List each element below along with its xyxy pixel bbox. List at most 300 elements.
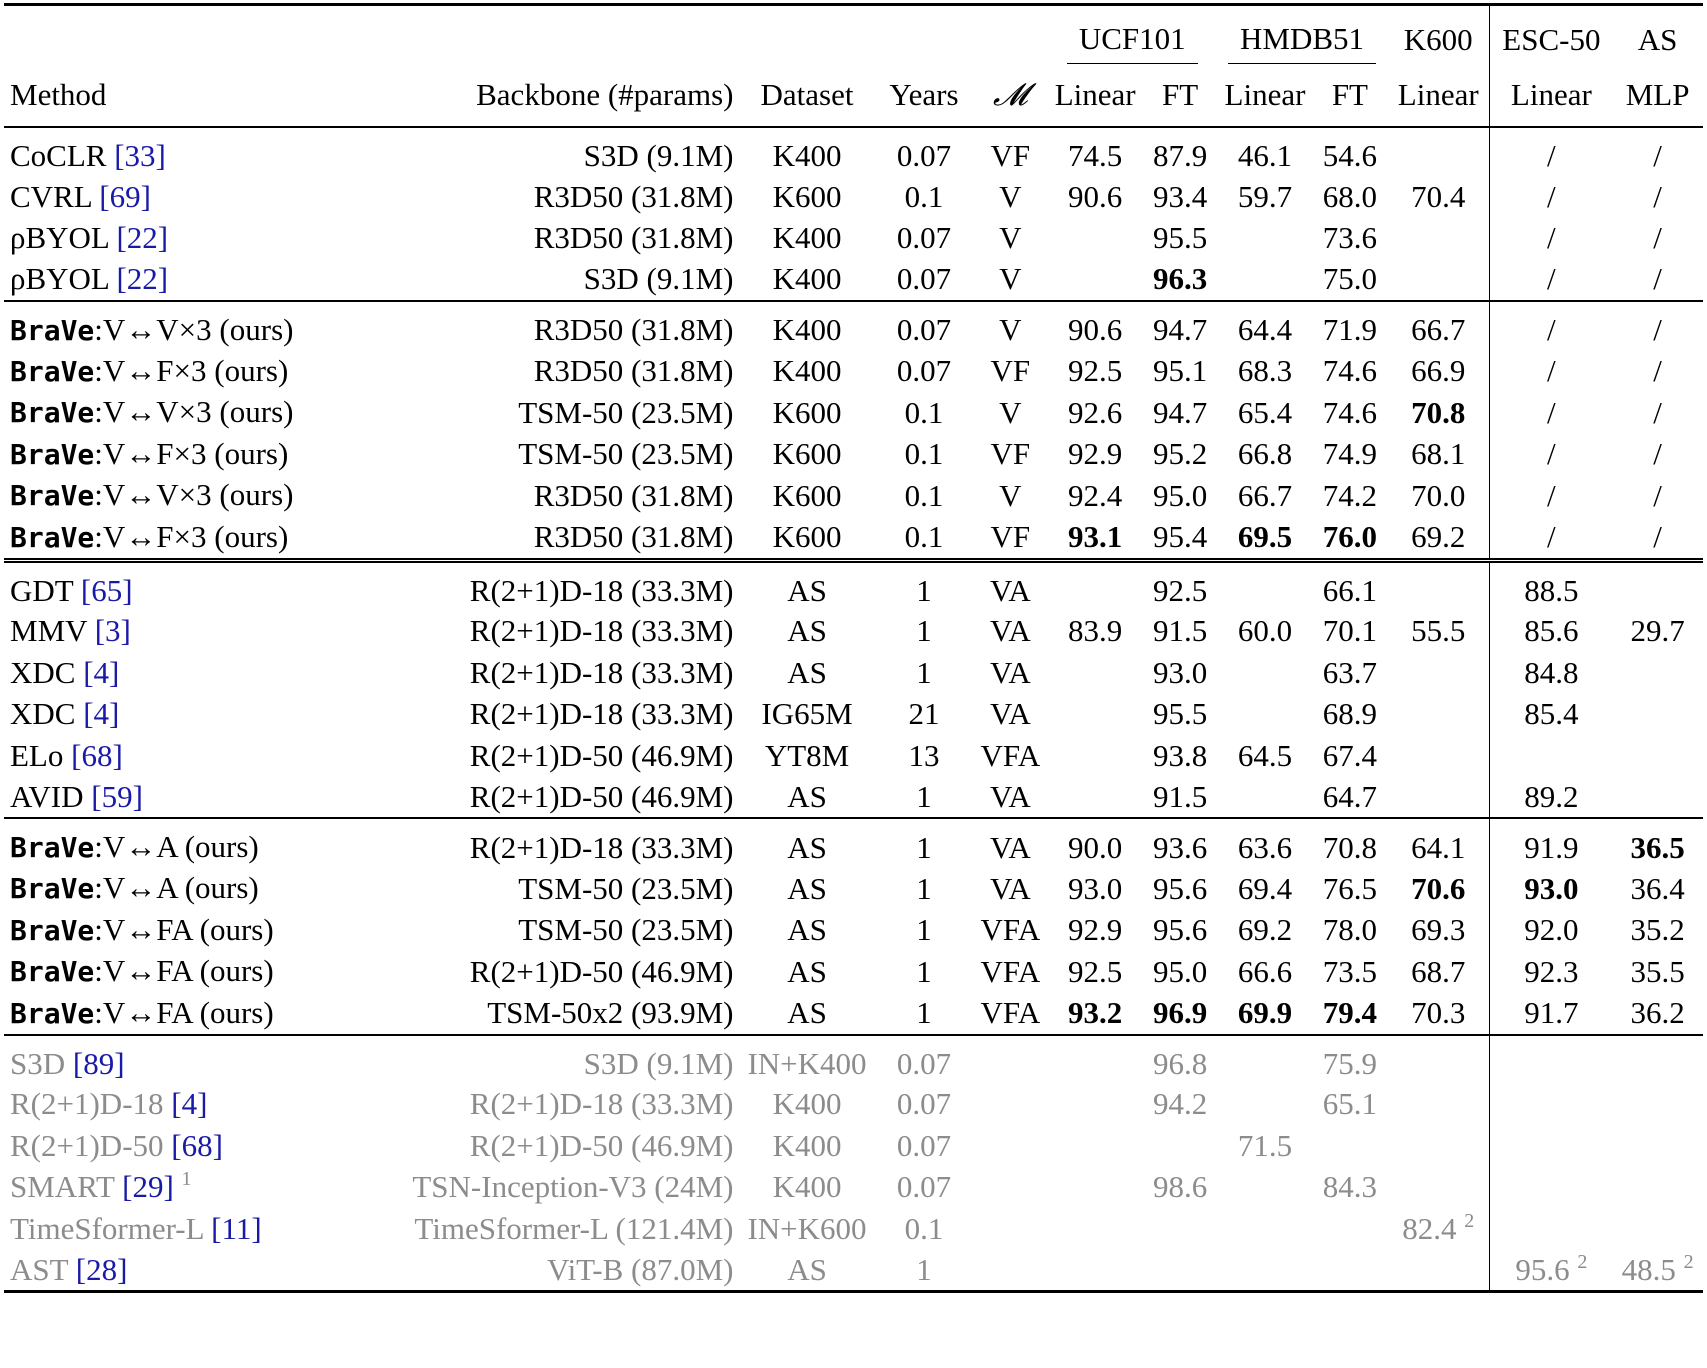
cell-method [4, 1250, 356, 1292]
cell-hmdb-ft [1313, 392, 1387, 434]
cell-modality: VA [989, 870, 1031, 906]
cell-backbone: R3D50 (31.8M) [533, 220, 734, 256]
method-name: AVID [10, 778, 92, 814]
cell-value: / [1653, 519, 1662, 554]
cell-method [4, 475, 356, 517]
cell-method [4, 392, 356, 434]
citation-link[interactable]: [3] [94, 613, 131, 649]
cell-dataset: AS [787, 953, 827, 989]
cell-ucf-ft [1143, 1125, 1217, 1167]
citation-link[interactable]: [28] [75, 1251, 128, 1287]
cell-backbone: R3D50 (31.8M) [533, 312, 734, 347]
cell-dataset: K400 [772, 312, 842, 347]
method-brave-label: BraVe [10, 996, 95, 1030]
cell-ucf-linear [1047, 1167, 1143, 1209]
cell-esc-linear [1490, 868, 1612, 910]
col-as-mlp: MLP [1612, 64, 1703, 127]
method-name: MMV [10, 613, 95, 649]
table-row [4, 735, 1703, 777]
cell-as-mlp [1612, 611, 1703, 653]
cell-ucf-linear [1047, 777, 1143, 819]
cell-years: 1 [916, 912, 932, 948]
cell-value: 89.2 [1524, 778, 1579, 814]
cell-modality: VF [990, 436, 1031, 472]
cell-ucf-ft [1143, 1208, 1217, 1250]
cell-modality: VA [989, 572, 1031, 608]
cell-value: 85.4 [1524, 696, 1579, 732]
cell-value: 79.4 [1322, 995, 1378, 1030]
cell-as-mlp [1612, 1084, 1703, 1126]
cell-as-mlp [1612, 1035, 1703, 1084]
method-name: R(2+1)D-18 [10, 1086, 172, 1122]
method-brave-label: BraVe [10, 520, 95, 554]
citation-link[interactable]: [4] [83, 654, 120, 690]
cell-dataset: AS [787, 870, 827, 906]
group-as: AS [1637, 22, 1678, 57]
cell-k600-linear [1387, 1035, 1490, 1084]
cell-backbone: TimeSformer-L (121.4M) [414, 1210, 734, 1246]
cell-method [4, 868, 356, 910]
cell-years: 0.1 [904, 178, 944, 214]
cell-modality: VFA [980, 912, 1041, 948]
table-row [4, 777, 1703, 819]
cell-ucf-linear [1047, 910, 1143, 952]
table-row [4, 560, 1703, 611]
cell-modality: V [999, 178, 1022, 214]
cell-backbone: TSN-Inception-V3 (24M) [412, 1169, 734, 1205]
cell-value: 92.0 [1524, 912, 1579, 948]
group-hmdb51: HMDB51 [1228, 23, 1376, 64]
citation-link[interactable]: [68] [171, 1127, 223, 1163]
cell-value: 85.6 [1524, 613, 1579, 649]
method-name: ρBYOL [10, 220, 117, 256]
cell-years: 0.07 [896, 220, 952, 256]
cell-dataset: K400 [772, 1086, 842, 1122]
cell-value: 69.4 [1237, 870, 1293, 906]
cell-value: / [1547, 353, 1556, 389]
cell-value: / [1547, 220, 1556, 256]
cell-value: 29.7 [1630, 613, 1685, 649]
cell-k600-linear [1387, 777, 1490, 819]
cell-backbone: TSM-50 (23.5M) [518, 394, 734, 430]
method-name: :V↔F×3 (ours) [94, 435, 289, 471]
cell-ucf-linear [1047, 1250, 1143, 1292]
cell-k600-linear [1387, 818, 1490, 868]
cell-method [4, 611, 356, 653]
cell-years: 1 [916, 953, 932, 989]
col-modality: 𝓜 [973, 64, 1047, 127]
cell-value: 68.7 [1411, 953, 1466, 989]
cell-ucf-ft [1143, 560, 1217, 611]
cell-backbone: R(2+1)D-18 (33.3M) [469, 1086, 734, 1122]
method-name: R(2+1)D-50 [10, 1127, 172, 1163]
cell-k600-linear [1387, 1250, 1490, 1292]
cell-value: 69.2 [1411, 519, 1466, 554]
table-row [4, 868, 1703, 910]
cell-method [4, 351, 356, 393]
col-dataset: Dataset [740, 64, 875, 127]
table-row [4, 818, 1703, 868]
group-ucf101: UCF101 [1067, 23, 1198, 64]
cell-ucf-linear [1047, 951, 1143, 993]
table-row [4, 1208, 1703, 1250]
cell-as-mlp [1612, 868, 1703, 910]
cell-value: / [1653, 353, 1662, 389]
cell-k600-linear [1387, 1167, 1490, 1209]
cell-modality: VA [989, 829, 1031, 865]
cell-esc-linear [1490, 434, 1612, 476]
cell-hmdb-ft [1313, 777, 1387, 819]
col-ucf-ft: FT [1143, 64, 1217, 127]
citation-link[interactable]: [4] [171, 1086, 208, 1122]
method-name: :V↔V×3 (ours) [94, 477, 294, 513]
cell-ucf-linear [1047, 475, 1143, 517]
col-k600-linear: Linear [1387, 64, 1490, 127]
cell-hmdb-ft [1313, 910, 1387, 952]
cell-value: 92.3 [1524, 953, 1579, 989]
cell-hmdb-linear [1217, 694, 1313, 736]
cell-value: 66.6 [1237, 953, 1293, 989]
cell-value: 65.4 [1237, 394, 1293, 430]
cell-value: 83.9 [1068, 613, 1123, 649]
cell-value: 64.5 [1237, 737, 1293, 773]
cell-value: 93.2 [1068, 995, 1123, 1030]
cell-value: 95.5 [1152, 696, 1208, 732]
cell-value: 73.6 [1322, 220, 1378, 256]
cell-dataset: K600 [772, 178, 842, 214]
cell-hmdb-ft [1313, 694, 1387, 736]
cell-method [4, 517, 356, 561]
cell-value: 60.0 [1237, 613, 1293, 649]
cell-hmdb-ft [1313, 1208, 1387, 1250]
method-name: GDT [10, 572, 81, 608]
cell-value: 92.5 [1068, 953, 1123, 989]
table-row [4, 1035, 1703, 1084]
cell-value: 66.9 [1411, 353, 1466, 389]
cell-backbone: R(2+1)D-18 (33.3M) [469, 829, 734, 865]
cell-hmdb-ft [1313, 434, 1387, 476]
citation-link[interactable]: [11] [211, 1210, 262, 1246]
cell-years: 0.07 [896, 261, 952, 297]
cell-hmdb-ft [1313, 1250, 1387, 1292]
cell-value: 74.9 [1322, 436, 1378, 472]
cell-method [4, 993, 356, 1035]
citation-link[interactable]: [22] [116, 261, 169, 297]
cell-hmdb-ft [1313, 652, 1387, 694]
cell-modality: VF [990, 138, 1031, 173]
method-name: :V↔V×3 (ours) [94, 394, 294, 430]
cell-backbone: ViT-B (87.0M) [547, 1251, 734, 1287]
cell-value: 95.6 [1152, 912, 1208, 948]
cell-hmdb-ft [1313, 1084, 1387, 1126]
cell-modality: VF [990, 519, 1031, 554]
method-brave-label: BraVe [10, 396, 95, 430]
citation-link[interactable]: [59] [91, 778, 143, 814]
cell-method [4, 218, 356, 260]
cell-years: 0.1 [904, 394, 944, 430]
cell-hmdb-linear [1217, 1167, 1313, 1209]
cell-value: 93.0 [1524, 870, 1579, 906]
cell-value: / [1653, 312, 1662, 347]
cell-value: 94.7 [1152, 394, 1208, 430]
cell-ucf-linear [1047, 1035, 1143, 1084]
method-brave-label: BraVe [10, 437, 95, 471]
cell-esc-linear [1490, 176, 1612, 218]
cell-backbone: R3D50 (31.8M) [533, 353, 734, 389]
table-row [4, 1167, 1703, 1209]
citation-link[interactable]: [4] [83, 696, 120, 732]
method-name: S3D [10, 1045, 73, 1081]
cell-hmdb-ft [1313, 517, 1387, 561]
cell-backbone: R3D50 (31.8M) [533, 519, 734, 554]
table-row [4, 259, 1703, 301]
cell-value: 91.5 [1152, 613, 1208, 649]
cell-value: 70.3 [1411, 995, 1466, 1030]
cell-hmdb-ft [1313, 127, 1387, 176]
cell-modality: V [999, 220, 1022, 256]
cell-esc-linear [1490, 301, 1612, 351]
cell-years: 0.07 [896, 138, 952, 173]
cell-modality: V [999, 312, 1022, 347]
header-column-row [4, 64, 1703, 127]
citation-link[interactable]: [69] [99, 178, 151, 214]
cell-value: / [1653, 220, 1662, 256]
cell-modality: V [999, 261, 1022, 297]
cell-hmdb-linear [1217, 652, 1313, 694]
cell-hmdb-ft [1313, 993, 1387, 1035]
cell-ucf-linear [1047, 392, 1143, 434]
cell-value: 66.7 [1411, 312, 1466, 347]
cell-value: 70.8 [1322, 829, 1378, 865]
cell-value: 69.2 [1237, 912, 1293, 948]
cell-value: 95.1 [1152, 353, 1208, 389]
cell-value: 90.6 [1068, 312, 1123, 347]
cell-hmdb-ft [1313, 176, 1387, 218]
citation-link[interactable]: [89] [72, 1045, 125, 1081]
cell-esc-linear [1490, 1125, 1612, 1167]
cell-value: / [1547, 477, 1556, 513]
cell-hmdb-ft [1313, 351, 1387, 393]
cell-k600-linear [1387, 560, 1490, 611]
cell-hmdb-ft [1313, 735, 1387, 777]
cell-esc-linear [1490, 1035, 1612, 1084]
cell-method [4, 694, 356, 736]
cell-as-mlp [1612, 127, 1703, 176]
cell-hmdb-linear [1217, 1250, 1313, 1292]
col-ucf-linear: Linear [1047, 64, 1143, 127]
cell-years: 1 [916, 1251, 932, 1287]
cell-backbone: R(2+1)D-50 (46.9M) [469, 778, 734, 814]
cell-backbone: TSM-50 (23.5M) [518, 912, 734, 948]
cell-value: / [1547, 138, 1556, 173]
cell-hmdb-linear [1217, 951, 1313, 993]
footnote-marker: 2 [1577, 1250, 1588, 1273]
cell-as-mlp [1612, 1250, 1703, 1292]
cell-ucf-linear [1047, 735, 1143, 777]
cell-modality [973, 1208, 1047, 1250]
cell-as-mlp [1612, 951, 1703, 993]
cell-value: 68.1 [1411, 436, 1466, 472]
method-brave-label: BraVe [10, 313, 95, 347]
cell-value: 74.5 [1068, 138, 1123, 173]
footnote-marker: 2 [1464, 1209, 1475, 1232]
cell-years: 0.07 [896, 353, 952, 389]
cell-value: 55.5 [1411, 613, 1466, 649]
cell-dataset: AS [787, 829, 827, 865]
cell-value: 84.8 [1524, 654, 1579, 690]
cell-value: 94.7 [1152, 312, 1208, 347]
cell-method [4, 910, 356, 952]
cell-esc-linear [1490, 392, 1612, 434]
method-name: :V↔FA (ours) [94, 953, 274, 989]
cell-esc-linear [1490, 777, 1612, 819]
cell-value: 59.7 [1237, 178, 1293, 214]
footnote-marker: 2 [1683, 1250, 1694, 1273]
cell-hmdb-linear [1217, 392, 1313, 434]
cell-hmdb-linear [1217, 1084, 1313, 1126]
col-hmdb-linear: Linear [1217, 64, 1313, 127]
cell-dataset: AS [787, 654, 827, 690]
cell-dataset: K600 [772, 394, 842, 430]
cell-ucf-linear [1047, 1125, 1143, 1167]
table-row [4, 176, 1703, 218]
cell-ucf-ft [1143, 1250, 1217, 1292]
cell-value: 87.9 [1152, 138, 1208, 173]
table-section [4, 1035, 1703, 1292]
cell-value: 71.5 [1237, 1127, 1293, 1163]
citation-link[interactable]: [29] [122, 1169, 174, 1205]
cell-modality: VFA [980, 953, 1041, 989]
cell-hmdb-linear [1217, 475, 1313, 517]
citation-link[interactable]: [22] [116, 220, 169, 256]
cell-ucf-ft [1143, 301, 1217, 351]
cell-value: 76.5 [1322, 870, 1378, 906]
cell-esc-linear [1490, 910, 1612, 952]
cell-dataset: YT8M [764, 737, 850, 773]
cell-modality: VA [989, 654, 1031, 690]
cell-value: 68.3 [1237, 353, 1293, 389]
cell-ucf-ft [1143, 517, 1217, 561]
table-section [4, 818, 1703, 1035]
cell-years: 0.07 [896, 312, 952, 347]
cell-value: 88.5 [1524, 572, 1579, 608]
cell-ucf-ft [1143, 127, 1217, 176]
cell-value: 95.0 [1152, 953, 1208, 989]
cell-modality: V [999, 477, 1022, 513]
cell-k600-linear [1387, 652, 1490, 694]
cell-hmdb-linear [1217, 517, 1313, 561]
cell-value: 92.9 [1068, 912, 1123, 948]
cell-k600-linear [1387, 951, 1490, 993]
cell-value: 93.0 [1068, 870, 1123, 906]
cell-value: 68.0 [1322, 178, 1378, 214]
table-row [4, 993, 1703, 1035]
cell-value: 73.5 [1322, 953, 1378, 989]
cell-k600-linear [1387, 694, 1490, 736]
cell-value: 95.6 [1152, 870, 1208, 906]
cell-ucf-linear [1047, 517, 1143, 561]
cell-value: 93.1 [1068, 519, 1123, 554]
cell-dataset: K400 [772, 261, 842, 297]
cell-k600-linear [1387, 434, 1490, 476]
cell-value: 93.0 [1152, 654, 1208, 690]
cell-value: 66.7 [1237, 477, 1293, 513]
cell-dataset: K400 [772, 1127, 842, 1163]
cell-esc-linear [1490, 1208, 1612, 1250]
method-brave-label: BraVe [10, 831, 95, 864]
method-name: XDC [10, 696, 84, 732]
cell-backbone: S3D (9.1M) [583, 261, 734, 297]
table-section [4, 301, 1703, 561]
cell-value: 76.0 [1322, 519, 1378, 554]
cell-value: 95.6 [1515, 1251, 1570, 1287]
cell-k600-linear [1387, 611, 1490, 653]
cell-as-mlp [1612, 818, 1703, 868]
cell-value: 91.9 [1524, 829, 1579, 865]
cell-modality [973, 1125, 1047, 1167]
cell-method [4, 1167, 356, 1209]
cell-hmdb-linear [1217, 818, 1313, 868]
cell-years: 0.07 [896, 1086, 952, 1122]
cell-hmdb-linear [1217, 560, 1313, 611]
cell-hmdb-linear [1217, 993, 1313, 1035]
cell-k600-linear [1387, 517, 1490, 561]
cell-as-mlp [1612, 560, 1703, 611]
cell-hmdb-ft [1313, 1035, 1387, 1084]
cell-value: 91.5 [1152, 778, 1208, 814]
cell-years: 1 [916, 778, 932, 814]
cell-hmdb-ft [1313, 1167, 1387, 1209]
cell-value: 90.0 [1068, 829, 1123, 865]
cell-value: 92.5 [1068, 353, 1123, 389]
cell-backbone: R(2+1)D-18 (33.3M) [469, 654, 734, 690]
table-row [4, 517, 1703, 561]
cell-value: 91.7 [1524, 995, 1579, 1030]
cell-ucf-ft [1143, 218, 1217, 260]
cell-k600-linear [1387, 301, 1490, 351]
table-row [4, 694, 1703, 736]
cell-value: 96.8 [1152, 1045, 1208, 1081]
cell-esc-linear [1490, 735, 1612, 777]
cell-modality: VA [989, 778, 1031, 814]
cell-value: 36.2 [1630, 995, 1685, 1030]
cell-value: 92.4 [1068, 477, 1123, 513]
cell-esc-linear [1490, 1250, 1612, 1292]
cell-ucf-linear [1047, 1084, 1143, 1126]
cell-value: / [1547, 312, 1556, 347]
citation-link[interactable]: [65] [80, 572, 133, 608]
cell-dataset: K600 [772, 519, 842, 554]
cell-value: 35.5 [1630, 953, 1685, 989]
cell-as-mlp [1612, 517, 1703, 561]
cell-k600-linear [1387, 218, 1490, 260]
cell-k600-linear [1387, 910, 1490, 952]
col-method: Method [4, 64, 356, 127]
citation-link[interactable]: [33] [114, 138, 166, 173]
cell-value: 66.1 [1322, 572, 1378, 608]
cell-backbone: S3D (9.1M) [583, 138, 734, 173]
cell-ucf-linear [1047, 818, 1143, 868]
cell-hmdb-ft [1313, 951, 1387, 993]
citation-link[interactable]: [68] [71, 737, 123, 773]
method-name: ρBYOL [10, 261, 117, 297]
cell-modality: V [999, 394, 1022, 430]
cell-k600-linear [1387, 868, 1490, 910]
cell-method [4, 1084, 356, 1126]
cell-ucf-linear [1047, 434, 1143, 476]
cell-method [4, 1125, 356, 1167]
table-row [4, 475, 1703, 517]
